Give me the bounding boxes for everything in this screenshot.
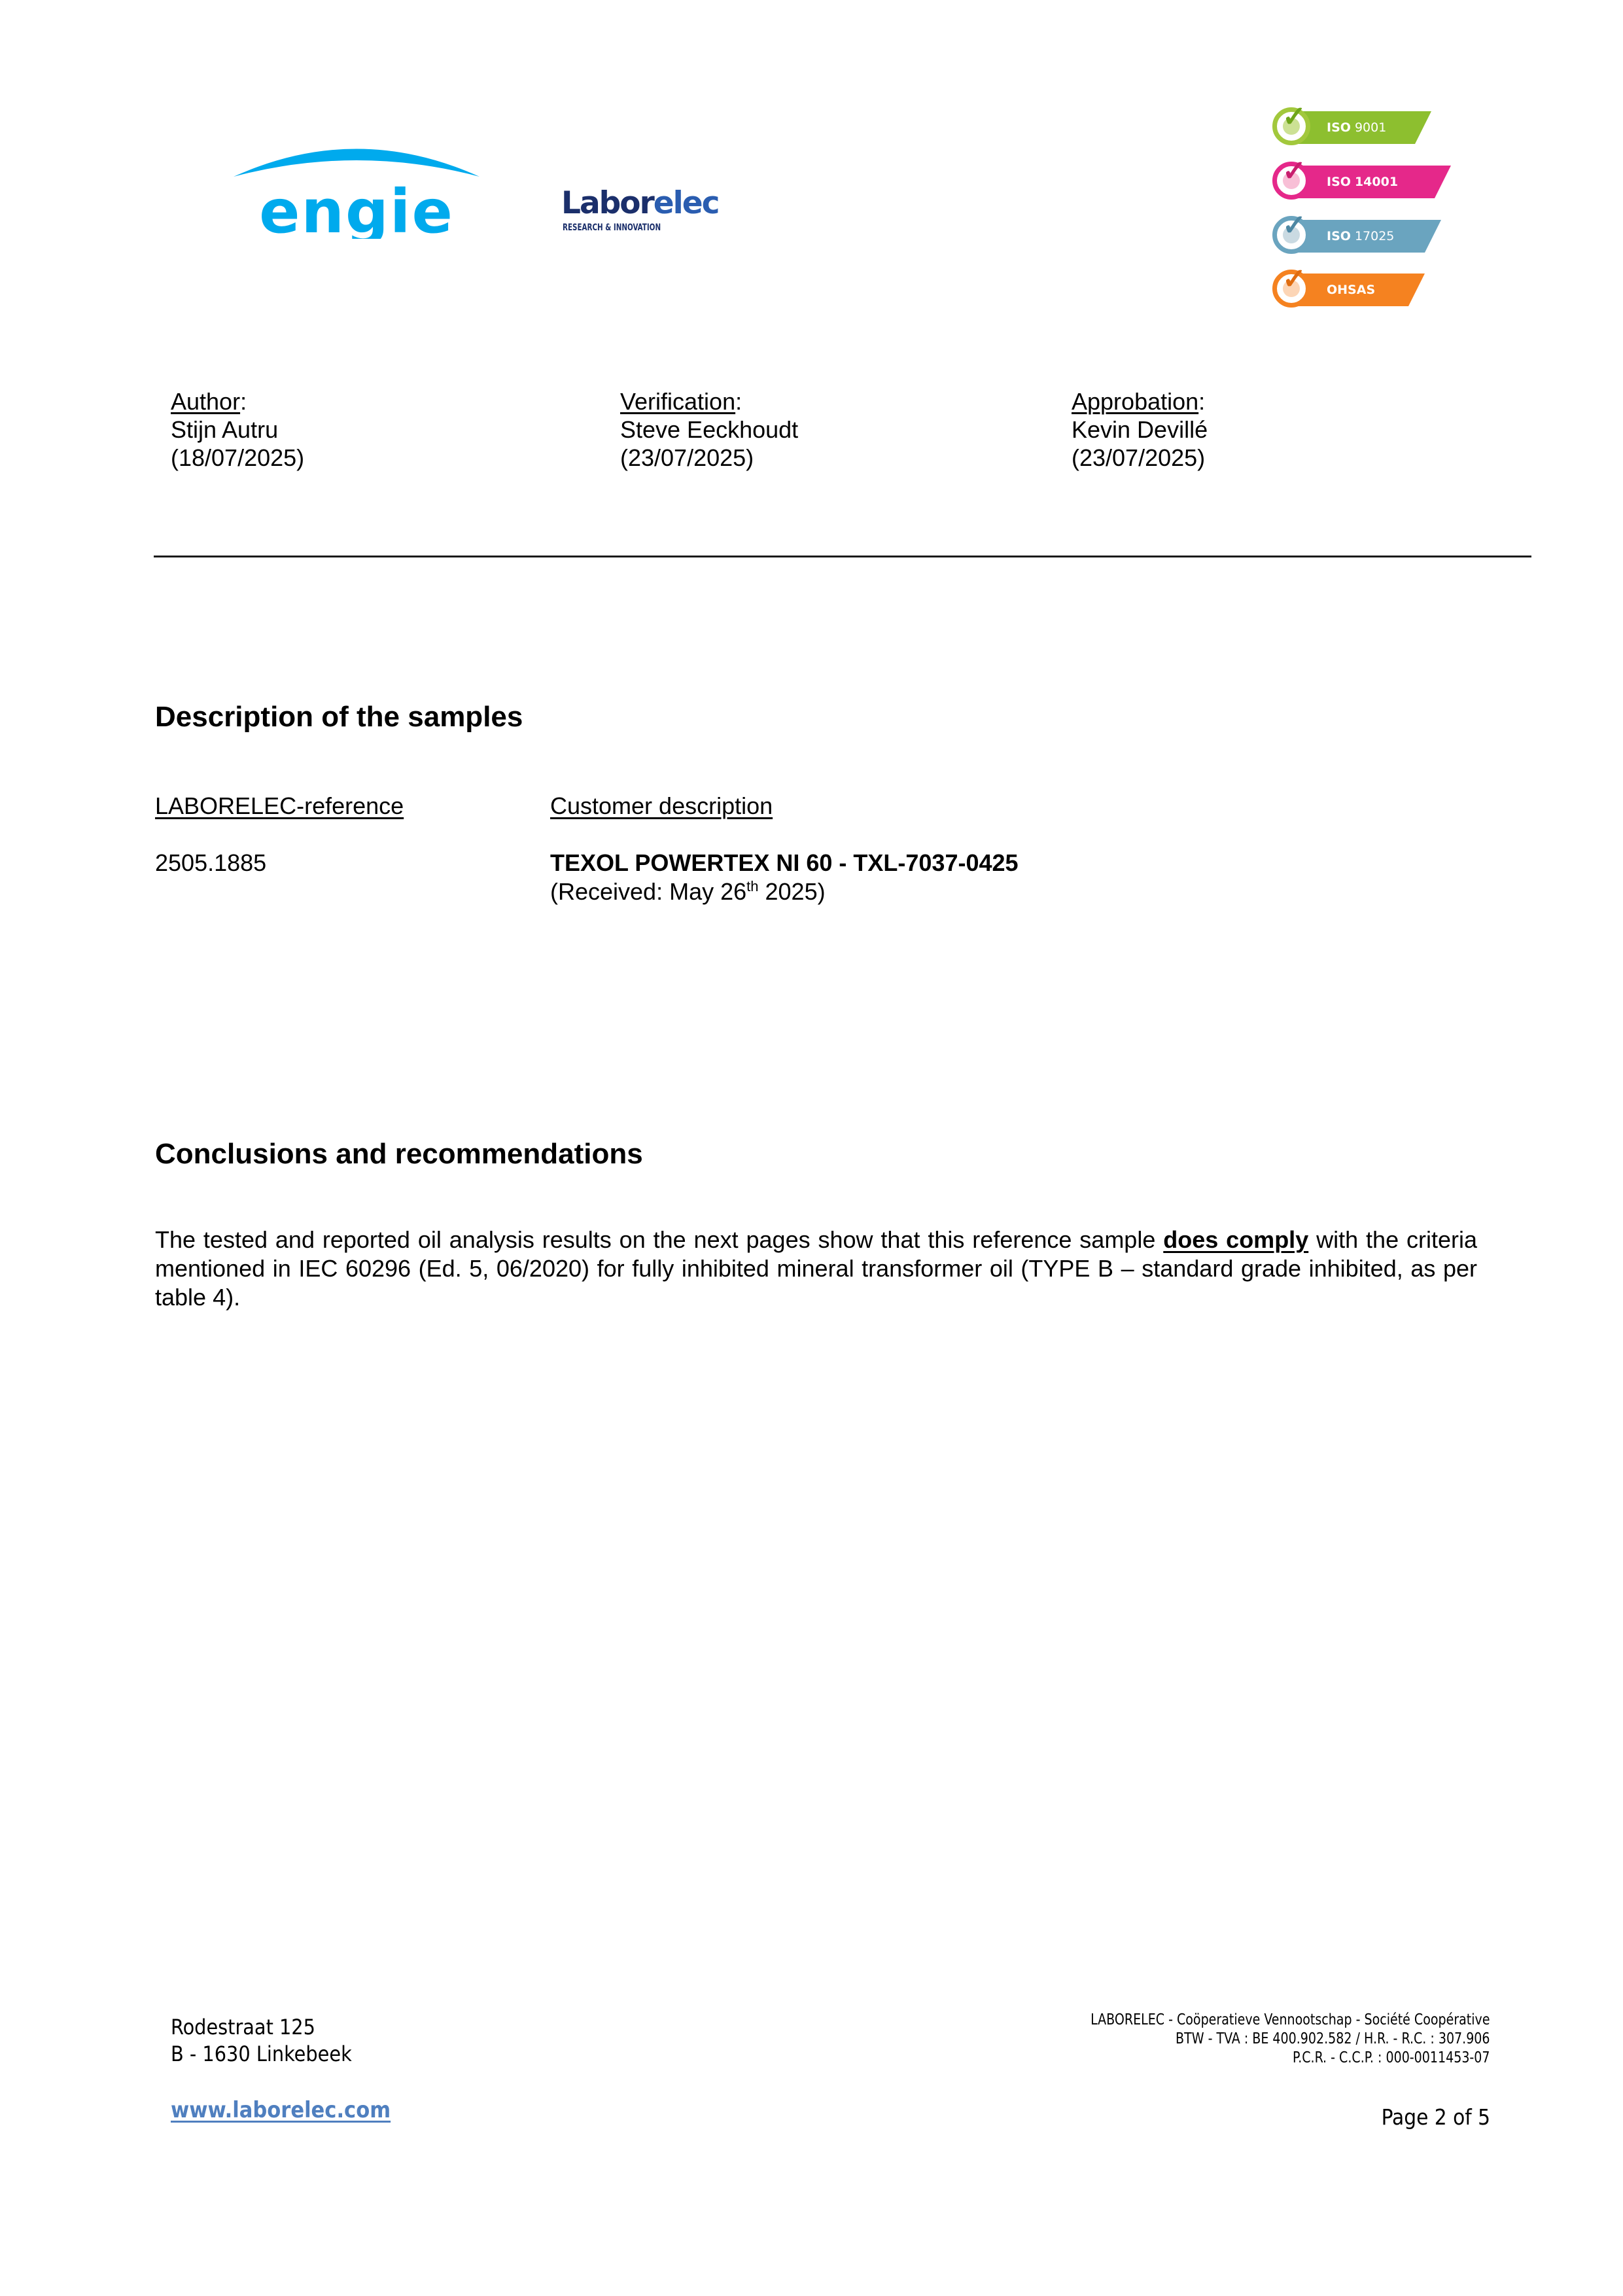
check-circle-icon: ✓ bbox=[1272, 216, 1310, 254]
engie-arc-icon bbox=[226, 141, 487, 239]
certification-badges bbox=[1269, 101, 1439, 321]
sample-received-date: (Received: May 26th 2025) bbox=[550, 878, 826, 905]
company-vat: BTW - TVA : BE 400.902.582 / H.R. - R.C. : 307.906 bbox=[1176, 2030, 1490, 2047]
iso-14001-badge: ✓ ISO 14001 bbox=[1269, 159, 1439, 205]
laborelec-logo bbox=[561, 186, 718, 239]
footer-address bbox=[171, 2014, 352, 2068]
approbation-name: Kevin Devillé bbox=[1072, 416, 1208, 443]
sample-reference: 2505.1885 bbox=[155, 849, 267, 876]
approbation-block: Approbation: Kevin Devillé (23/07/2025) bbox=[1072, 388, 1208, 471]
verification-date: (23/07/2025) bbox=[620, 444, 754, 471]
column-header-customer-description: Customer description bbox=[550, 792, 773, 819]
approbation-date: (23/07/2025) bbox=[1072, 444, 1206, 471]
author-date: (18/07/2025) bbox=[171, 444, 305, 471]
check-circle-icon: ✓ bbox=[1272, 162, 1310, 200]
check-circle-icon: ✓ bbox=[1272, 270, 1310, 308]
author-name: Stijn Autru bbox=[171, 416, 279, 443]
company-pcr: P.C.R. - C.C.P. : 000-0011453-07 bbox=[1293, 2049, 1490, 2066]
conclusions-section-title: Conclusions and recommendations bbox=[155, 1138, 643, 1170]
address-street: Rodestraat 125 bbox=[171, 2015, 315, 2040]
conclusions-paragraph: The tested and reported oil analysis results on the next pages show that this reference sample does comply with the criteria mentioned in IEC 60296 (Ed. 5, 06/2020) for fully inhibited mineral transformer oil (TYPE B – standard grade inhibited, as per table 4). bbox=[155, 1226, 1478, 1311]
website-link[interactable]: www.laborelec.com bbox=[171, 2097, 391, 2123]
address-city: B - 1630 Linkebeek bbox=[171, 2041, 352, 2066]
engie-logo bbox=[226, 141, 487, 239]
author-block: Author: Stijn Autru (18/07/2025) bbox=[171, 388, 305, 471]
compliance-emphasis: does comply bbox=[1163, 1226, 1309, 1253]
approbation-label: Approbation bbox=[1072, 388, 1199, 415]
company-legal-name: LABORELEC - Coöperatieve Vennootschap - Société Coopérative bbox=[1091, 2011, 1490, 2028]
check-circle-icon: ✓ bbox=[1272, 107, 1310, 145]
footer-company-info bbox=[1091, 2011, 1490, 2068]
laborelec-wordmark: Laborelec bbox=[561, 185, 719, 221]
iso-9001-badge: ✓ ISO 9001 bbox=[1269, 105, 1439, 150]
page-number: Page 2 of 5 bbox=[1381, 2104, 1490, 2130]
column-header-reference: LABORELEC-reference bbox=[155, 792, 404, 819]
ohsas-badge: ✓ OHSAS bbox=[1269, 267, 1439, 313]
svg-text:engie: engie bbox=[259, 177, 454, 239]
author-label: Author bbox=[171, 388, 241, 415]
verification-name: Steve Eeckhoudt bbox=[620, 416, 799, 443]
laborelec-tagline: RESEARCH & INNOVATION bbox=[563, 222, 661, 233]
samples-section-title: Description of the samples bbox=[155, 701, 523, 733]
iso-17025-badge: ✓ ISO 17025 bbox=[1269, 213, 1439, 259]
sample-description: TEXOL POWERTEX NI 60 - TXL-7037-0425 bbox=[550, 849, 1019, 876]
verification-label: Verification bbox=[620, 388, 736, 415]
horizontal-divider bbox=[154, 556, 1531, 557]
verification-block: Verification: Steve Eeckhoudt (23/07/2025) bbox=[620, 388, 799, 471]
